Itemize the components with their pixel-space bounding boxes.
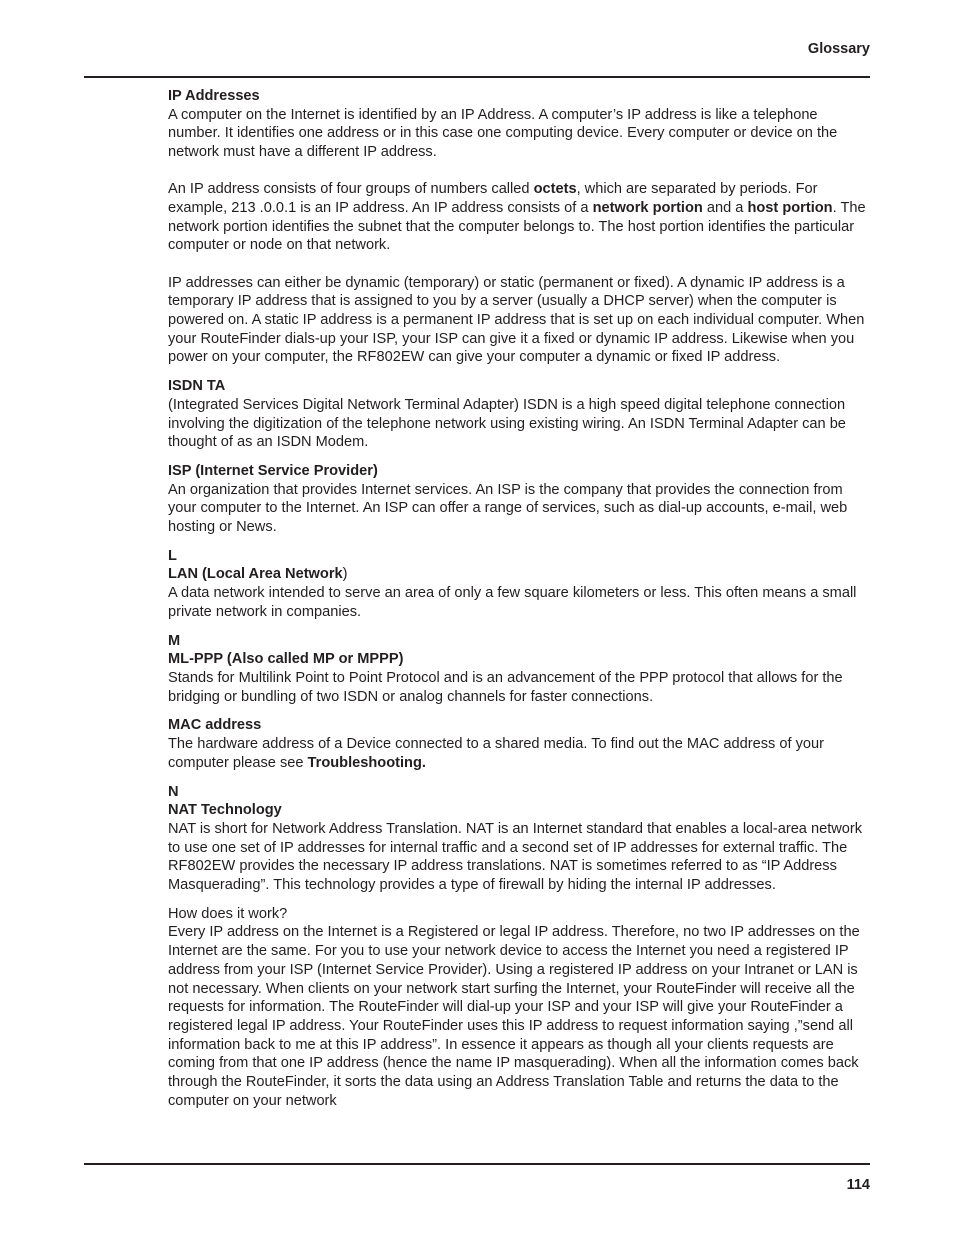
definition-paragraph: An organization that provides Internet services. An ISP is the company that provides the connection from your computer to the Internet. An ISP can offer a range of services, such as dial-up accounts, e-mail, web hosting or News. [168, 481, 848, 536]
definition-paragraph: NAT is short for Network Address Translation. NAT is an Internet standard that enables a local-area network to use one set of IP addresses for internal traffic and a second set of IP addresses for external traffic. The RF802EW provides the necessary IP address translations. NAT is sometimes referred to as “IP Address Masquerading”. This technology provides a type of firewall by hiding the internal IP addresses. [168, 820, 863, 894]
term-heading: ISDN TA [168, 378, 226, 395]
definition-paragraph: An IP address consists of four groups of numbers called octets, which are separated by periods. For example, 213 .0.0.1 is an IP address. An IP address consists of a network portion and a host portion. The network portion identifies the subnet that the computer belongs to. The host portion identifies the particular computer or node on that network. [168, 181, 866, 254]
troubleshooting-reference: Troubleshooting. [307, 754, 426, 771]
definition-paragraph: Every IP address on the Internet is a Registered or legal IP address. Therefore, no two IP addresses on the Internet are the same. For you to use your network device to access the Internet you need a registered IP address from your ISP (Internet Service Provider). Using a registered IP address on your Intranet or LAN is not necessary. When clients on your network start surfing the Internet, your RouteFinder will receive all the requests for information. The RouteFinder will dial-up your ISP and your ISP will give your RouteFinder a registered legal IP address. Your RouteFinder uses this IP address to request information saying ,”send all information back to me at this IP address”. In essence it appears as though all your clients requests are coming from that one IP address (hence the name IP masquerading). When all the information comes back through the RouteFinder, it sorts the data using an Address Translation Table and returns the data to the computer on your network [168, 924, 860, 1109]
section-letter: M [168, 632, 181, 649]
bold-term: octets [533, 181, 577, 198]
term-heading: LAN (Local Area Network) [168, 566, 348, 583]
definition-paragraph: IP addresses can either be dynamic (temporary) or static (permanent or fixed). A dynamic IP address is a temporary IP address that is assigned to you by a server (usually a DHCP server) when the computer is powered on. A static IP address is a permanent IP address that is set up on each individual computer. When your RouteFinder dials-up your ISP, your ISP can give it a fixed or dynamic IP address. Likewise when you power on your computer, the RF802EW can give your computer a dynamic or fixed IP address. [168, 274, 865, 366]
definition-paragraph: (Integrated Services Digital Network Terminal Adapter) ISDN is a high speed digital telephone connection involving the digitization of the telephone network using existing wiring. An ISDN Terminal Adapter can be thought of as an ISDN Modem. [168, 396, 846, 451]
definition-paragraph: Stands for Multilink Point to Point Protocol and is an advancement of the PPP protocol that allows for the bridging or bundling of two ISDN or analog channels for faster connections. [168, 669, 843, 705]
footer-divider [84, 1163, 870, 1165]
term-heading: ML-PPP (Also called MP or MPPP) [168, 651, 404, 668]
section-letter: N [168, 783, 179, 800]
term-heading: IP Addresses [168, 88, 260, 104]
section-letter: L [168, 547, 177, 564]
bold-term: network portion [592, 200, 703, 217]
glossary-content [168, 87, 873, 1110]
header-divider [84, 76, 870, 78]
term-heading: ISP (Internet Service Provider) [168, 462, 378, 479]
definition-paragraph: The hardware address of a Device connected to a shared media. To find out the MAC address of your computer please see Troubleshooting. [168, 736, 825, 771]
term-heading: MAC address [168, 717, 262, 734]
subheading: How does it work? [168, 905, 288, 922]
definition-paragraph: A data network intended to serve an area of only a few square kilometers or less. This often means a small private network in companies. [168, 585, 857, 620]
page-number: 114 [846, 1177, 870, 1193]
section-title: Glossary [807, 41, 870, 57]
bold-term: host portion [747, 200, 833, 217]
definition-paragraph: A computer on the Internet is identified by an IP Address. A computer’s IP address is like a telephone number. It identifies one address or in this case one computing device. Every computer or device on the network must have a different IP address. [168, 106, 838, 161]
term-heading: NAT Technology [168, 802, 282, 819]
